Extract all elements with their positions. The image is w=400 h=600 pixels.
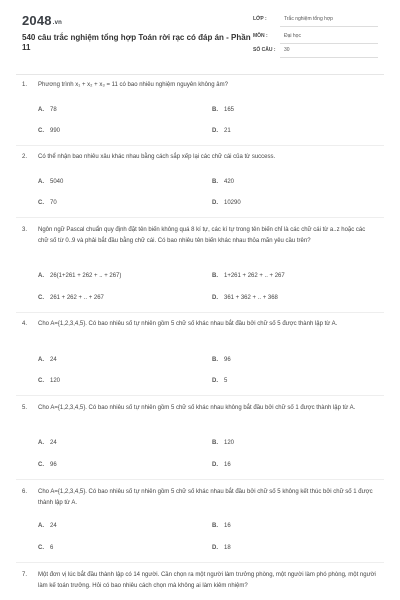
option-b[interactable]: B. 96 bbox=[212, 357, 231, 363]
question-text: Cho A={1,2,3,4,5}. Có bao nhiêu số tự nhiên gồm 5 chữ số khác nhau không bắt đầu bởi chữ số 1 được thành lập từ A. bbox=[38, 405, 356, 411]
question-number: 4. bbox=[22, 321, 28, 327]
question-number: 3. bbox=[22, 227, 28, 233]
question-text: Phương trình x₁ + x₂ + x₃ = 11 có bao nhiêu nghiệm nguyên không âm? bbox=[38, 82, 228, 88]
option-a[interactable]: A. 24 bbox=[38, 523, 57, 529]
question-text: Có thể nhận bao nhiêu xâu khác nhau bằng cách sắp xếp lại các chữ cái của từ success. bbox=[38, 154, 276, 160]
option-d[interactable]: D. 10290 bbox=[212, 200, 241, 206]
option-c[interactable]: C. 96 bbox=[38, 462, 57, 468]
question-divider bbox=[16, 217, 384, 218]
question-divider bbox=[16, 145, 384, 146]
option-d[interactable]: D. 21 bbox=[212, 128, 231, 134]
count-underline bbox=[280, 57, 378, 58]
question-text: Một đơn vị lúc bắt đầu thành lập có 14 người. Cần chọn ra một người làm trưởng phòng, một người làm phó phòng, một người làm kế toán trưởng. Hỏi có bao nhiêu cách chọn mà không ai làm kiêm nhiệm? bbox=[38, 572, 376, 589]
subject-underline bbox=[280, 43, 378, 44]
class-label: LỚP : bbox=[253, 16, 267, 22]
question-number: 6. bbox=[22, 489, 28, 495]
class-underline bbox=[280, 26, 378, 27]
option-b[interactable]: B. 165 bbox=[212, 107, 235, 113]
option-b[interactable]: B. 1+261 + 262 + .. + 267 bbox=[212, 273, 285, 279]
logo-suffix: .vn bbox=[52, 20, 63, 26]
logo-text: 2048 bbox=[22, 13, 52, 28]
option-d[interactable]: D. 18 bbox=[212, 545, 231, 551]
class-value: Trắc nghiệm tổng hợp bbox=[284, 16, 333, 22]
header-divider bbox=[16, 74, 384, 75]
option-c[interactable]: C. 120 bbox=[38, 378, 61, 384]
subject-label: MÔN : bbox=[253, 33, 268, 39]
question-divider bbox=[16, 312, 384, 313]
question-number: 5. bbox=[22, 405, 28, 411]
option-b[interactable]: B. 120 bbox=[212, 440, 235, 446]
question-text: Cho A={1,2,3,4,5}. Có bao nhiêu số tự nhiên gồm 5 chữ số khác nhau bắt đầu bởi chữ số 5 được thành lập từ A. bbox=[38, 321, 338, 327]
subject-value: Đại học bbox=[284, 33, 301, 39]
question-text: Ngôn ngữ Pascal chuẩn quy định đặt tên biến không quá 8 kí tự, các kí tự trong tên biến chỉ là các chữ cái từ a..z hoặc các chữ số từ 0..9 và phải bắt đầu bằng chữ cái. Có bao nhiêu tên biến khác nhau thỏa mãn yêu cầu trên? bbox=[38, 227, 366, 244]
option-c[interactable]: C. 6 bbox=[38, 545, 54, 551]
question-divider bbox=[16, 479, 384, 480]
site-logo[interactable] bbox=[22, 13, 62, 28]
option-a[interactable]: A. 78 bbox=[38, 107, 57, 113]
question-number: 1. bbox=[22, 82, 28, 88]
option-b[interactable]: B. 16 bbox=[212, 523, 231, 529]
question-text: Cho A={1,2,3,4,5}. Có bao nhiêu số tự nhiên gồm 5 chữ số khác nhau bắt đầu bởi chữ số 5 không kết thúc bởi chữ số 1 được thành lập từ A. bbox=[38, 489, 373, 506]
option-d[interactable]: D. 16 bbox=[212, 462, 231, 468]
question-number: 2. bbox=[22, 154, 28, 160]
option-b[interactable]: B. 420 bbox=[212, 179, 235, 185]
option-c[interactable]: C. 70 bbox=[38, 200, 57, 206]
page-title: 540 câu trắc nghiệm tổng hợp Toán rời rạc có đáp án - Phần 11 bbox=[22, 33, 251, 52]
option-a[interactable]: A. 24 bbox=[38, 440, 57, 446]
count-value: 30 bbox=[284, 47, 290, 53]
question-number: 7. bbox=[22, 572, 28, 578]
option-c[interactable]: C. 990 bbox=[38, 128, 61, 134]
question-divider bbox=[16, 562, 384, 563]
option-d[interactable]: D. 361 + 362 + .. + 368 bbox=[212, 295, 278, 301]
option-d[interactable]: D. 5 bbox=[212, 378, 228, 384]
count-label: SỐ CÂU : bbox=[253, 47, 276, 53]
option-a[interactable]: A. 24 bbox=[38, 357, 57, 363]
option-a[interactable]: A. 5040 bbox=[38, 179, 64, 185]
option-c[interactable]: C. 261 + 262 + .. + 267 bbox=[38, 295, 104, 301]
document-header bbox=[0, 0, 400, 80]
option-a[interactable]: A. 26(1+261 + 262 + .. + 267) bbox=[38, 273, 122, 279]
question-divider bbox=[16, 395, 384, 396]
